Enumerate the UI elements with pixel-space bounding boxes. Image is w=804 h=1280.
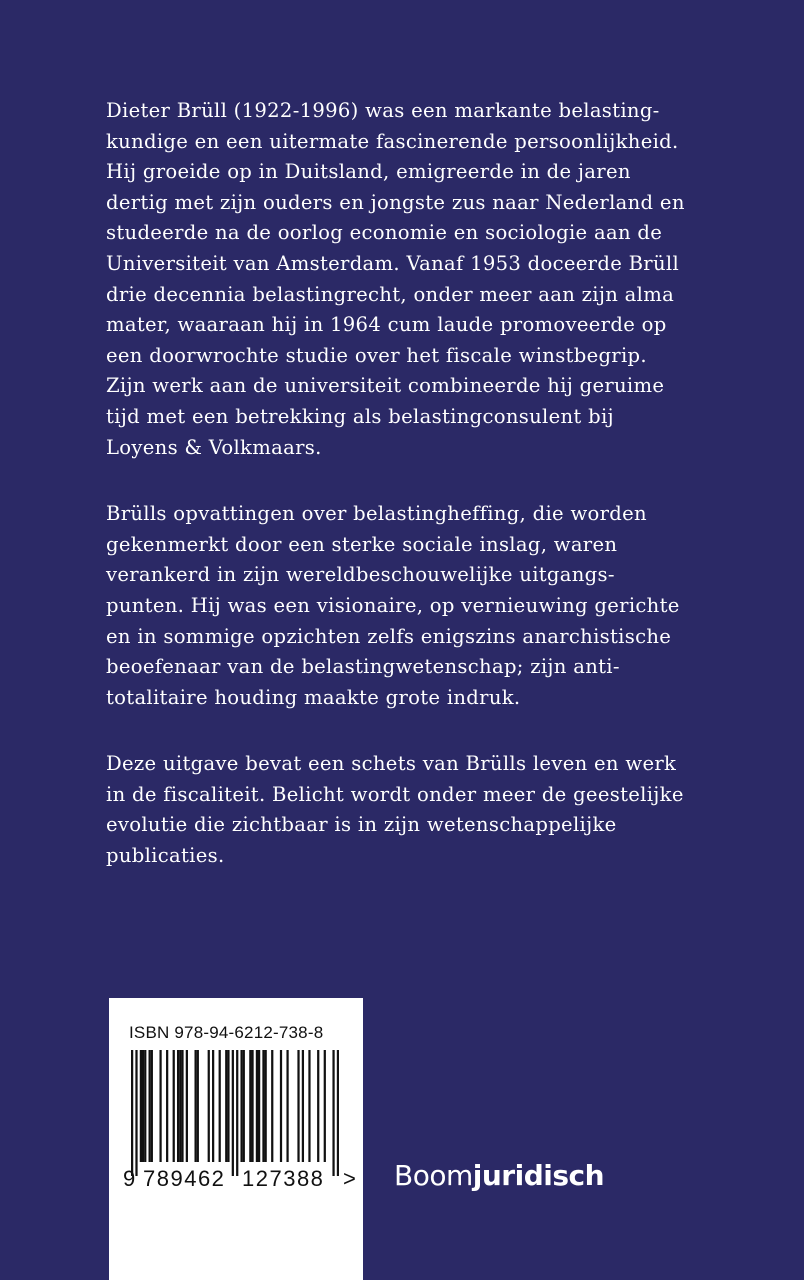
barcode-digits-right: 127388 xyxy=(242,1166,325,1191)
barcode-digit-lead: 9 xyxy=(123,1166,136,1191)
isbn-label: ISBN 978-94-6212-738-8 xyxy=(129,1023,324,1042)
barcode-bar xyxy=(308,1050,310,1162)
barcode-bar xyxy=(243,1050,245,1162)
blurb-line: dertig met zijn ouders en jongste zus naar Nederland en xyxy=(106,190,685,214)
barcode-bar xyxy=(131,1050,133,1176)
blurb-line: mater, waaraan hij in 1964 cum laude promoveerde op xyxy=(106,313,667,337)
publisher-name-boom: Boom xyxy=(394,1159,473,1192)
blurb-paragraph xyxy=(106,96,726,463)
blurb-paragraph xyxy=(106,749,726,871)
barcode-bar xyxy=(227,1050,229,1162)
barcode-quiet-zone-marker: > xyxy=(343,1166,356,1191)
barcode-bar xyxy=(212,1050,214,1162)
barcode-bar xyxy=(251,1050,253,1162)
blurb-line: Loyens & Volkmaars. xyxy=(106,435,322,459)
blurb-line: in de fiscaliteit. Belicht wordt onder meer de geestelijke xyxy=(106,782,684,806)
publisher-logo xyxy=(394,1159,604,1192)
barcode-bar xyxy=(256,1050,258,1162)
barcode-bar xyxy=(249,1050,251,1162)
barcode-bar xyxy=(286,1050,288,1162)
barcode-bar xyxy=(194,1050,196,1162)
blurb-line: drie decennia belastingrecht, onder meer aan zijn alma xyxy=(106,282,675,306)
barcode-digits-left: 789462 xyxy=(143,1166,226,1191)
blurb-line: Zijn werk aan de universiteit combineerde hij geruime xyxy=(106,374,665,398)
barcode-bar xyxy=(324,1050,326,1162)
barcode-bar xyxy=(166,1050,168,1162)
barcode-bar xyxy=(271,1050,273,1162)
publisher-name-juridisch: juridisch xyxy=(472,1159,605,1192)
blurb-line: totalitaire houding maakte grote indruk. xyxy=(106,685,521,709)
barcode-bar xyxy=(179,1050,181,1162)
blurb-line: kundige en een uitermate fascinerende persoonlijkheid. xyxy=(106,129,679,153)
blurb-line: gekenmerkt door een sterke sociale inslag, waren xyxy=(106,532,618,556)
back-cover-blurb xyxy=(106,96,726,908)
barcode-bar xyxy=(337,1050,339,1176)
barcode-bar xyxy=(302,1050,304,1162)
barcode-bar xyxy=(135,1050,137,1176)
blurb-line: punten. Hij was een visionaire, op vernieuwing gerichte xyxy=(106,593,680,617)
barcode-bar xyxy=(197,1050,199,1162)
blurb-line: evolutie die zichtbaar is in zijn wetenschappelijke xyxy=(106,813,617,837)
barcode-bar xyxy=(219,1050,221,1162)
blurb-line: beoefenaar van de belastingwetenschap; zijn anti- xyxy=(106,655,620,679)
blurb-line: Brülls opvattingen over belastingheffing, die worden xyxy=(106,502,647,526)
blurb-line: een doorwrochte studie over het fiscale winstbegrip. xyxy=(106,343,647,367)
barcode-bar xyxy=(151,1050,153,1162)
blurb-line: Dieter Brüll (1922-1996) was een markante belasting- xyxy=(106,99,660,122)
blurb-line: verankerd in zijn wereldbeschouwelijke uitgangs- xyxy=(106,563,615,587)
barcode-bar xyxy=(232,1050,234,1176)
barcode-bar xyxy=(173,1050,175,1162)
barcode-bar xyxy=(280,1050,282,1162)
barcode-bar xyxy=(297,1050,299,1162)
barcode-bar xyxy=(149,1050,151,1162)
blurb-line: en in sommige opzichten zelfs enigszins anarchistische xyxy=(106,624,672,648)
blurb-line: Hij groeide op in Duitsland, emigreerde in de jaren xyxy=(106,160,631,184)
barcode-bar xyxy=(225,1050,227,1162)
blurb-line: publicaties. xyxy=(106,844,225,868)
barcode-bar xyxy=(140,1050,142,1162)
barcode-bar xyxy=(142,1050,144,1162)
barcode-bar xyxy=(159,1050,161,1162)
blurb-line: Universiteit van Amsterdam. Vanaf 1953 doceerde Brüll xyxy=(106,251,680,275)
blurb-paragraph xyxy=(106,499,726,713)
barcode-bar xyxy=(317,1050,319,1162)
barcode-bars xyxy=(131,1050,339,1220)
blurb-line: studeerde na de oorlog economie en sociologie aan de xyxy=(106,221,663,245)
barcode-bar xyxy=(262,1050,264,1162)
barcode-bar xyxy=(258,1050,260,1162)
barcode-bar xyxy=(177,1050,179,1162)
barcode-bar xyxy=(240,1050,242,1162)
barcode-bar xyxy=(265,1050,267,1162)
barcode-bar xyxy=(208,1050,210,1162)
barcode-bar xyxy=(236,1050,238,1176)
barcode-panel xyxy=(109,998,363,1280)
barcode-bar xyxy=(332,1050,334,1176)
barcode-bar xyxy=(181,1050,183,1162)
blurb-line: Deze uitgave bevat een schets van Brülls leven en werk xyxy=(106,752,677,776)
barcode-bar xyxy=(186,1050,188,1162)
blurb-line: tijd met een betrekking als belastingconsulent bij xyxy=(106,404,614,428)
barcode-bar xyxy=(144,1050,146,1162)
